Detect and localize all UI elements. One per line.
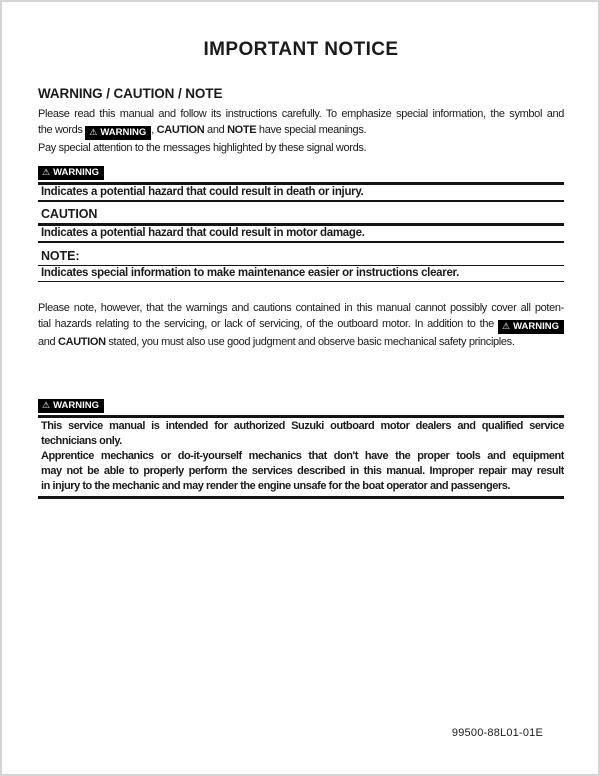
warning-triangle-icon: ⚠ bbox=[42, 400, 51, 410]
intro-paragraph bbox=[38, 106, 564, 156]
intro-caution-word: CAUTION bbox=[156, 124, 205, 136]
warning-badge-label: WARNING bbox=[513, 321, 559, 332]
intro-line-1: Please read this manual and follow its instructions carefully. To emphasize special information, the symbol and bbox=[38, 108, 564, 120]
intro-note-word: NOTE bbox=[227, 124, 257, 136]
intro-line-3: Pay special attention to the messages highlighted by these signal words. bbox=[38, 142, 367, 154]
disclaimer-line-3-prefix: and bbox=[38, 336, 59, 348]
warning-badge-inline bbox=[85, 126, 151, 140]
warning-badge-label: WARNING bbox=[100, 127, 147, 138]
intro-line-2-sep: , bbox=[151, 124, 157, 136]
dealer-warning-line: This service manual is intended for authorized Suzuki outboard motor dealers and qualified service bbox=[41, 420, 564, 432]
page-title: IMPORTANT NOTICE bbox=[203, 39, 399, 60]
dealer-warning-line: may not be able to properly perform the services described in this manual. Improper repair may result bbox=[41, 465, 564, 477]
disclaimer-paragraph bbox=[38, 300, 564, 350]
warning-signal-header bbox=[38, 166, 564, 180]
note-heading: NOTE: bbox=[41, 249, 80, 263]
disclaimer-line-2-prefix: tial hazards relating to the servicing, or lack of servicing, of the outboard motor. In addition to the bbox=[38, 318, 498, 330]
section-heading: WARNING / CAUTION / NOTE bbox=[38, 86, 223, 101]
disclaimer-caution-word: CAUTION bbox=[58, 336, 106, 348]
disclaimer-line-3 bbox=[38, 334, 564, 350]
intro-line-2-suffix: have special meanings. bbox=[256, 124, 367, 136]
disclaimer-line-3-suffix: stated, you must also use good judgment and observe basic mechanical safety principles. bbox=[105, 336, 515, 348]
intro-line-2 bbox=[38, 122, 564, 140]
disclaimer-line-1: Please note, however, that the warnings and cautions contained in this manual cannot possibly cover all poten- bbox=[38, 302, 564, 314]
disclaimer-line-2 bbox=[38, 316, 564, 334]
warning-badge-label: WARNING bbox=[53, 167, 99, 178]
warning-definition: Indicates a potential hazard that could result in death or injury. bbox=[38, 182, 564, 202]
warning-triangle-icon: ⚠ bbox=[42, 167, 51, 177]
dealer-warning-text bbox=[38, 415, 564, 499]
warning-triangle-icon: ⚠ bbox=[502, 321, 511, 331]
caution-heading: CAUTION bbox=[41, 207, 98, 221]
warning-badge bbox=[38, 399, 104, 413]
part-number: 99500-88L01-01E bbox=[451, 727, 543, 739]
note-definition: Indicates special information to make maintenance easier or instructions clearer. bbox=[38, 265, 564, 282]
intro-line-2-prefix: the words bbox=[38, 124, 86, 136]
dealer-warning-line: in injury to the mechanic and may render the engine unsafe for the boat operator and passengers. bbox=[41, 480, 511, 492]
dealer-warning-header bbox=[38, 399, 564, 413]
dealer-warning-line: Apprentice mechanics or do-it-yourself mechanics that don't have the proper tools and equipment bbox=[41, 450, 564, 462]
warning-badge-label: WARNING bbox=[53, 400, 99, 411]
caution-definition: Indicates a potential hazard that could result in motor damage. bbox=[38, 223, 564, 243]
warning-badge-inline bbox=[498, 320, 564, 334]
intro-line-2-and: and bbox=[204, 124, 228, 136]
dealer-warning-line: technicians only. bbox=[41, 435, 122, 447]
warning-badge bbox=[38, 166, 104, 180]
warning-triangle-icon: ⚠ bbox=[89, 127, 98, 137]
